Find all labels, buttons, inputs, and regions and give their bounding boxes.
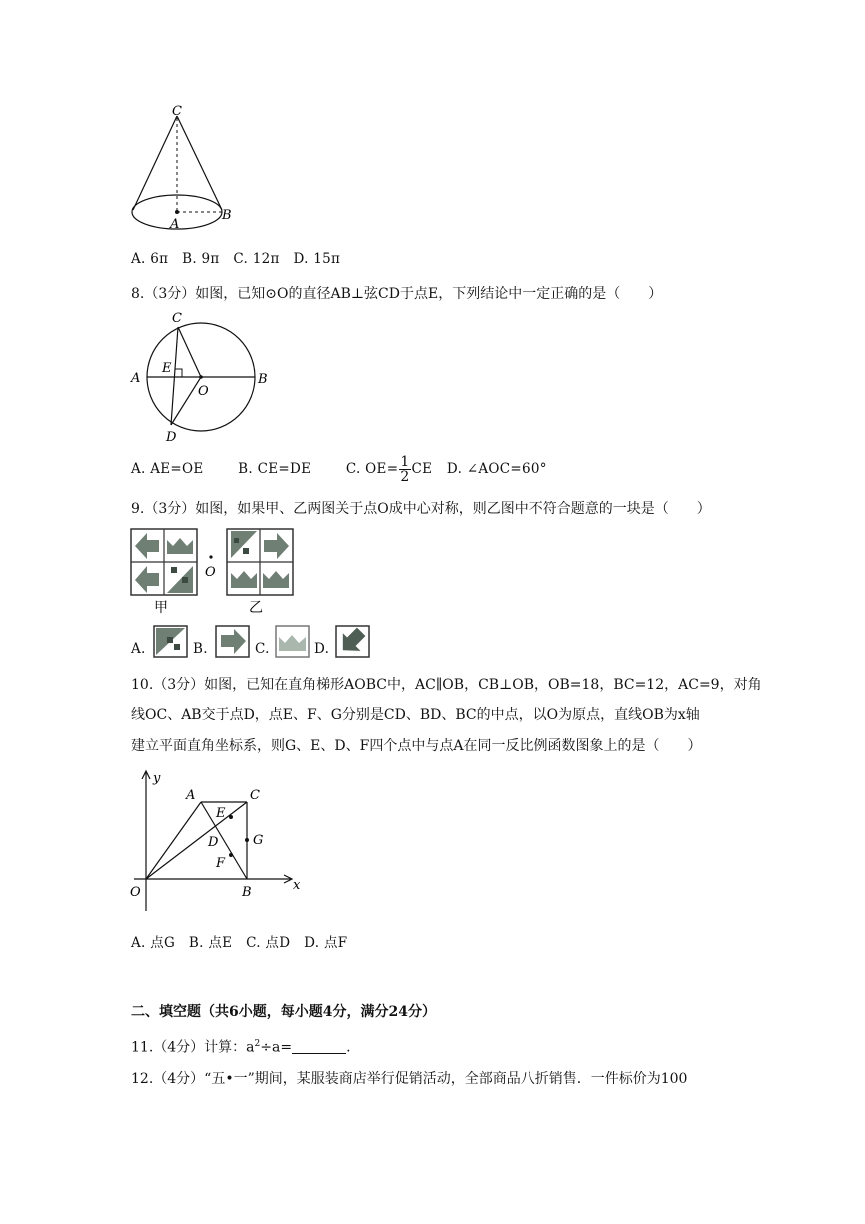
circle-label-o: O bbox=[198, 384, 209, 399]
tile-figure bbox=[130, 528, 300, 618]
q9-option-a-label: A. bbox=[131, 641, 146, 657]
circle-label-c: C bbox=[172, 311, 182, 326]
q11-text: 11.（4分）计算：$a^2\div a=$ . bbox=[131, 1039, 351, 1056]
circle-label-d: D bbox=[166, 430, 177, 445]
tile-option-c-icon bbox=[275, 625, 311, 659]
q10-line2: 线OC、AB交于点D，点E、F、G分别是CD、BD、BC的中点，以O为原点，直线OB为x轴 bbox=[131, 707, 700, 723]
circle-label-e: E bbox=[162, 361, 172, 376]
q9-stem: 9.（3分）如图，如果甲、乙两图关于点O成中心对称，则乙图中不符合题意的一块是（ ） bbox=[131, 501, 711, 517]
q11-answer-blank[interactable] bbox=[292, 1039, 346, 1054]
q10-line1: 10.（3分）如图，已知在直角梯形AOBC中，AC∥OB，CB⊥OB，OB=18，BC=12，AC=9，对角 bbox=[131, 677, 762, 693]
trap-label-g: G bbox=[253, 833, 264, 848]
tile-option-d-icon bbox=[335, 625, 371, 659]
circle-label-b: B bbox=[258, 372, 268, 387]
tile-option-a-icon bbox=[153, 625, 189, 659]
cone-label-c: C bbox=[172, 104, 182, 119]
q10-line3: 建立平面直角坐标系，则G、E、D、F四个点中与点A在同一反比例函数图象上的是（ ） bbox=[131, 738, 702, 754]
trap-label-e: E bbox=[216, 806, 226, 821]
q10-options: A. 点G B. 点E C. 点D D. 点F bbox=[131, 935, 348, 951]
trap-label-f: F bbox=[216, 856, 226, 871]
q8-option-d: D. ∠AOC=60° bbox=[446, 461, 547, 477]
cone-figure bbox=[126, 104, 246, 234]
trap-label-y: y bbox=[153, 771, 161, 786]
q12-line1: 12.（4分）“五•一”期间，某服装商店举行促销活动，全部商品八折销售．一件标价为100 bbox=[131, 1071, 688, 1087]
q8-option-c: C. OE= $\frac{1}{2}$ CE bbox=[345, 454, 433, 485]
trapezoid-figure bbox=[126, 766, 306, 916]
tile-label-yi: 乙 bbox=[249, 600, 263, 616]
fraction-one-half: $\frac{1}{2}$ bbox=[400, 454, 410, 485]
tile-label-jia: 甲 bbox=[154, 600, 168, 616]
trap-label-c: C bbox=[250, 788, 260, 803]
trap-label-d: D bbox=[208, 835, 219, 850]
circle-label-a: A bbox=[131, 371, 141, 386]
circle-figure bbox=[126, 306, 276, 448]
q8-stem: 8.（3分）如图，已知⊙O的直径AB⊥弦CD于点E，下列结论中一定正确的是（ ） bbox=[131, 286, 663, 302]
q9-option-c-label: C. bbox=[255, 641, 270, 657]
trap-label-x: x bbox=[293, 878, 301, 893]
section-heading: 二、填空题（共6小题，每小题4分，满分24分） bbox=[131, 1004, 436, 1020]
q8-option-a: A. AE=OE bbox=[131, 461, 204, 477]
trap-label-o: O bbox=[130, 885, 141, 900]
q9-option-b-label: B. bbox=[193, 641, 208, 657]
cone-label-a: A bbox=[170, 217, 180, 232]
tile-label-o: O bbox=[205, 565, 216, 580]
cone-label-b: B bbox=[222, 208, 232, 223]
trap-label-b: B bbox=[242, 885, 252, 900]
q8-options bbox=[131, 455, 547, 484]
trap-label-a: A bbox=[186, 788, 196, 803]
q8-option-b: B. CE=DE bbox=[238, 461, 312, 477]
q9-option-d-label: D. bbox=[314, 641, 330, 657]
tile-option-b-icon bbox=[215, 625, 251, 659]
q7-options: A. 6π B. 9π C. 12π D. 15π bbox=[131, 251, 341, 267]
